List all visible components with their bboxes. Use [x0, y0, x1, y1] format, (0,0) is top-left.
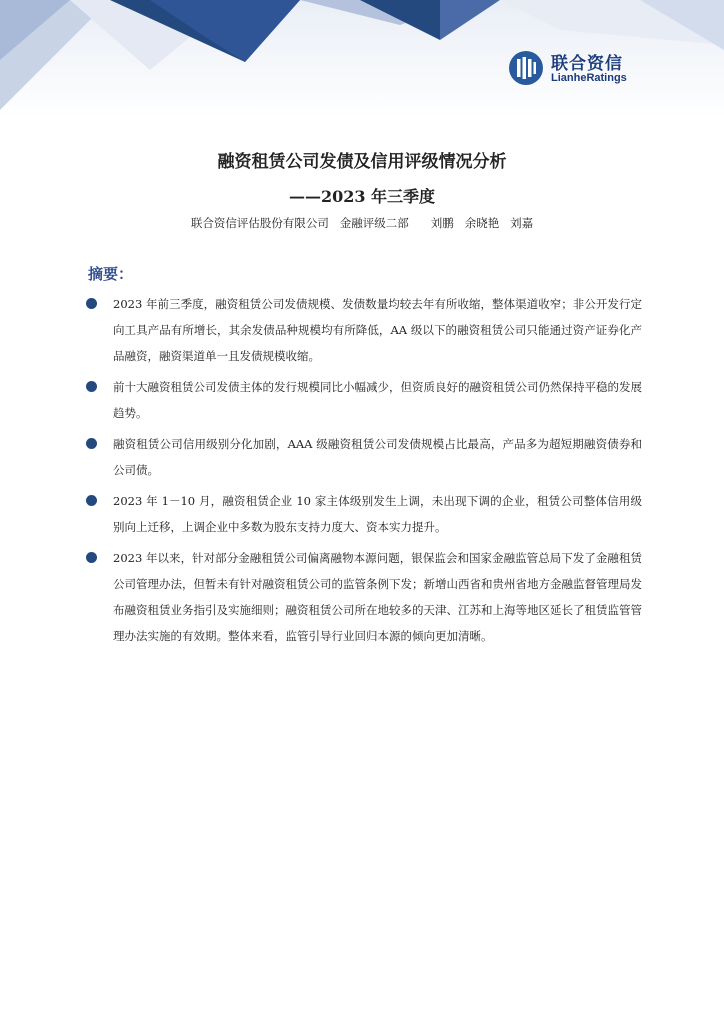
bullet-icon [86, 438, 97, 449]
document-authors: 联合资信评估股份有限公司 金融评级二部 刘鹏 余晓艳 刘嘉 [190, 216, 534, 230]
bullet-icon [86, 381, 97, 392]
summary-heading: 摘要： [88, 265, 134, 283]
summary-list [86, 291, 642, 654]
summary-item [86, 431, 642, 483]
bullet-icon [86, 552, 97, 563]
summary-item-text: 2023 年前三季度，融资租赁公司发债规模、发债数量均较去年有所收缩，整体渠道收窄；非公开发行定向工具产品有所增长，其余发债品种规模均有所降低，AA 级以下的融资租赁公司只能通过资产证券化产品融资，融资渠道单一且发债规模收缩。 [113, 297, 642, 363]
summary-item-text: 融资租赁公司信用级别分化加剧，AAA 级融资租赁公司发债规模占比最高，产品多为超短期融资债券和公司债。 [113, 437, 642, 477]
summary-item-text: 2023 年 1－10 月，融资租赁企业 10 家主体级别发生上调，未出现下调的企业，租赁公司整体信用级别向上迁移，上调企业中多数为股东支持力度大、资本实力提升。 [113, 494, 642, 534]
logo-chinese-name: 联合资信 [551, 54, 623, 74]
summary-item-text: 前十大融资租赁公司发债主体的发行规模同比小幅减少，但资质良好的融资租赁公司仍然保持平稳的发展趋势。 [113, 380, 642, 420]
company-logo [508, 48, 648, 92]
logo-english-name: LianheRatings [551, 72, 627, 84]
summary-item [86, 374, 642, 426]
bullet-icon [86, 298, 97, 309]
summary-item [86, 488, 642, 540]
document-title: 融资租赁公司发债及信用评级情况分析 [217, 152, 507, 172]
document-subtitle: ——2023 年三季度 [288, 187, 436, 206]
summary-item [86, 291, 642, 369]
summary-item [86, 545, 642, 649]
summary-item-text: 2023 年以来，针对部分金融租赁公司偏离融物本源问题，银保监会和国家金融监管总局下发了金融租赁公司管理办法，但暂未有针对融资租赁公司的监管条例下发；新增山西省和贵州省地方金融监督管理局发布融资租赁业务指引及实施细则；融资租赁公司所在地较多的天津、江苏和上海等地区延长了租赁监管管理办法实施的有效期。整体来看，监管引导行业回归本源的倾向更加清晰。 [113, 551, 642, 643]
lianhe-logo-icon [508, 50, 544, 86]
bullet-icon [86, 495, 97, 506]
